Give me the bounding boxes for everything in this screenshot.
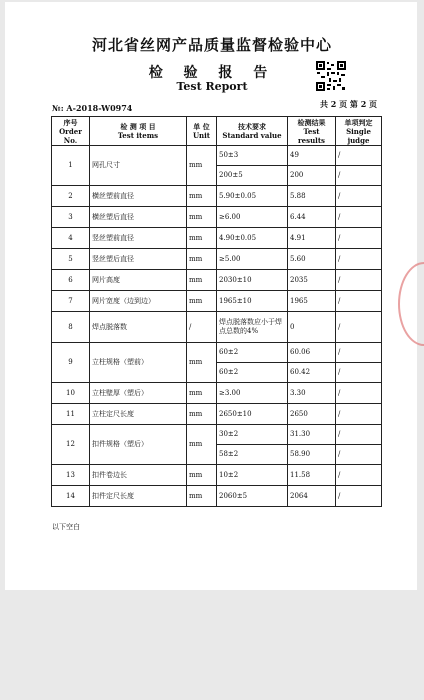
report-number: №: A-2018-W0974 [52, 103, 133, 113]
table-row: 13 扣件卷边长 mm 10±2 11.58 / [52, 465, 382, 486]
header-results: 检测结果 Test results [288, 117, 336, 146]
table-row: 10 立柱壁厚（塑后） mm ≥3.00 3.30 / [52, 383, 382, 404]
header-items: 检 测 项 目 Test items [90, 117, 187, 146]
organization-name: 河北省丝网产品质量监督检验中心 [91, 36, 332, 54]
table-row: 1 网孔尺寸 mm 50±3 49 / [52, 146, 382, 166]
table-row: 11 立柱定尺长度 mm 2650±10 2650 / [52, 404, 382, 425]
table-row: 60±2 60.42 / [52, 363, 382, 383]
report-title-cn: 检 验 报 告 [148, 65, 276, 81]
table-row: 200±5 200 / [52, 166, 382, 186]
table-row: 14 扣件定尺长度 mm 2060±5 2064 / [52, 486, 382, 507]
report-title-en: Test Report [176, 80, 248, 93]
header-judge: 单项判定 Single judge [336, 117, 382, 146]
table-row: 9 立柱规格（塑前） mm 60±2 60.06 / [52, 343, 382, 363]
header-order: 序号 Order No. [52, 117, 90, 146]
table-row: 5 竖丝塑后直径 mm ≥5.00 5.60 / [52, 249, 382, 270]
table-header [52, 117, 382, 146]
table-row: 58±2 58.90 / [52, 445, 382, 465]
table-row: 8 焊点脱落数 / 焊点脱落数应小于焊点总数的4% 0 / [52, 312, 382, 343]
table-row: 2 横丝塑前直径 mm 5.90±0.05 5.88 / [52, 186, 382, 207]
header-standard: 技术要求 Standard value [217, 117, 288, 146]
page-indicator: 共 2 页 第 2 页 [320, 99, 378, 109]
table-row: 12 扣件规格（塑后） mm 30±2 31.30 / [52, 425, 382, 445]
end-note: 以下空白 [52, 523, 80, 531]
qr-code-icon [315, 60, 347, 92]
results-table [51, 116, 382, 507]
table-row: 6 网片高度 mm 2030±10 2035 / [52, 270, 382, 291]
table-row: 3 横丝塑后直径 mm ≥6.00 6.44 / [52, 207, 382, 228]
header-unit: 单 位 Unit [187, 117, 217, 146]
table-row: 7 网片宽度（边到边） mm 1965±10 1965 / [52, 291, 382, 312]
table-row: 4 竖丝塑前直径 mm 4.90±0.05 4.91 / [52, 228, 382, 249]
